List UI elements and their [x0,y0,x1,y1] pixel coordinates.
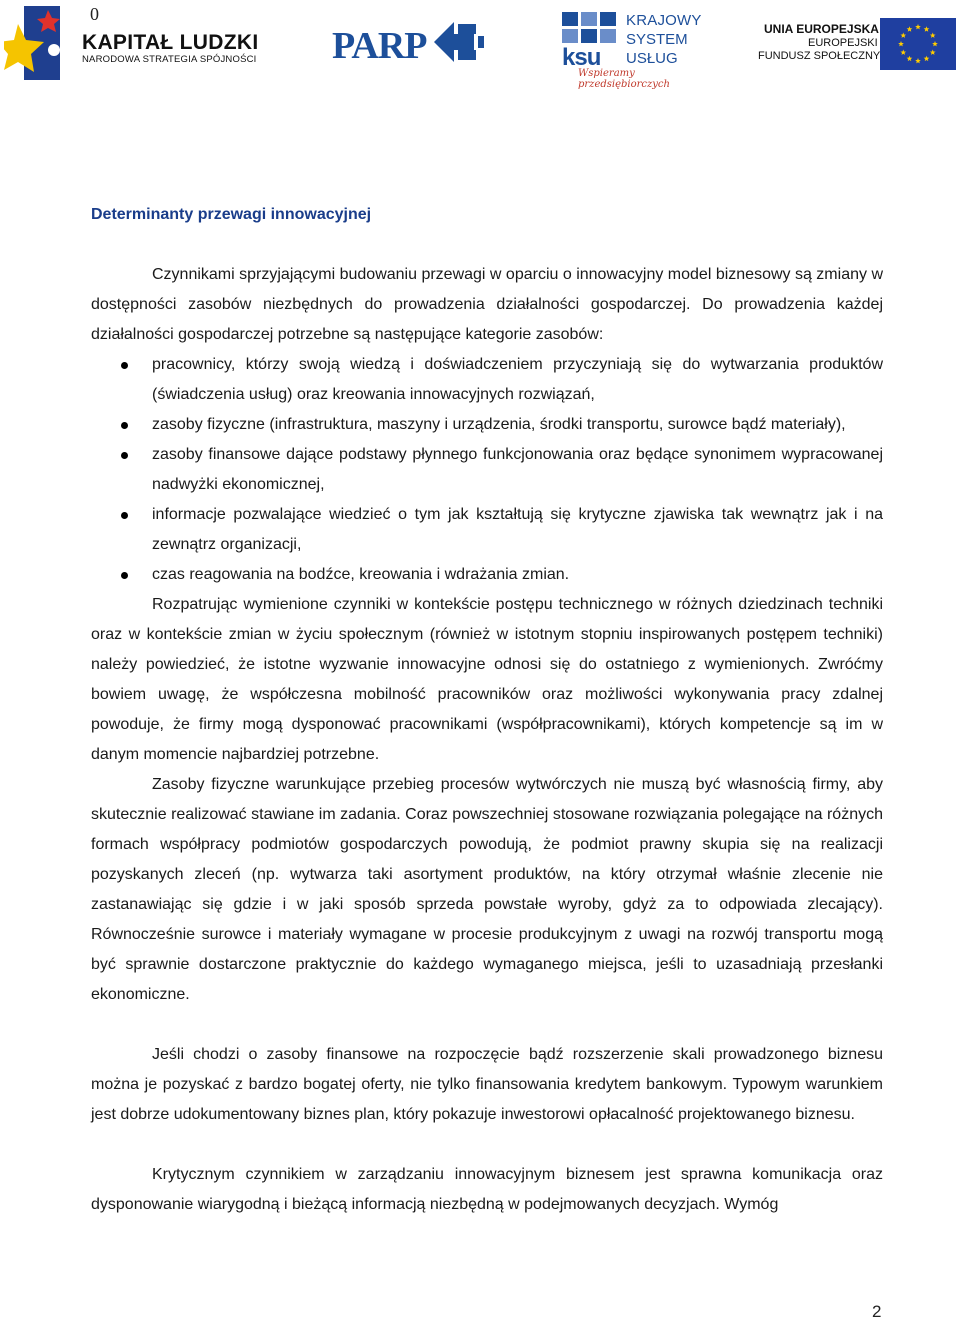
corner-number: 0 [90,4,99,24]
parp-logo [330,12,490,72]
ksu-line-2: SYSTEM [626,31,688,48]
parp-arrows-icon [424,14,486,70]
eu-star-icon [932,41,938,46]
ksu-logo [562,10,712,90]
list-item: czas reagowania na bodźce, kreowania i wdrażania zmian. [91,560,883,590]
eu-star-icon [907,56,913,61]
header-logos [0,0,960,95]
list-item: informacje pozwalające wiedzieć o tym jak kształtują się krytyczne zjawiska tak wewnątrz jak i na zewnątrz organizacji, [91,500,883,560]
resource-list [91,350,883,590]
eu-star-icon [924,26,930,31]
kapital-ludzki-title: KAPITAŁ LUDZKI [82,31,259,54]
eu-star-icon [915,24,921,29]
eu-star-icon [898,41,904,46]
kapital-ludzki-logo [4,4,284,82]
bullet-icon [121,452,128,459]
list-item: zasoby fizyczne (infrastruktura, maszyny i urządzenia, środki transportu, surowce bądź materiały), [91,410,883,440]
kapital-ludzki-subtitle: NARODOWA STRATEGIA SPÓJNOŚCI [82,54,257,65]
ksu-line-1: KRAJOWY [626,12,702,29]
eu-flag-icon [880,18,956,70]
eu-star-icon [915,58,921,63]
eu-logo [758,14,958,74]
body-paragraph: Rozpatrując wymienione czynniki w kontekście postępu technicznego w różnych dziedzinach techniki oraz w kontekście zmian w życiu społecznym (również w istotnym stopniu inspirowanych postępem techniki) należy powiedzieć, że istotne wyzwanie innowacyjne odnosi się do ostatniego z wymienionych. Zwróćmy bowiem uwagę, że współczesna mobilność pracowników oraz możliwości wykonywania pracy zdalnej powoduje, że firmy mogą dysponować pracownikami (współpracownikami), których kompetencje są im w danym momencie najbardziej potrzebne. [91,596,883,763]
eu-star-icon [900,50,906,55]
body-paragraph: Zasoby fizyczne warunkujące przebieg procesów wytwórczych nie muszą być własnością firmy, aby skutecznie realizować stawiane im zadania. Coraz powszechniej stosowane rozwiązania polegające na różnych formach współpracy podmiotów gospodarczych powodują, że podmiot prawny skupia się na realizacji pozyskanych zleceń (np. wytwarza taki asortyment produktów, na który otrzymał właśnie zlecenie nie zastanawiając się gdzie i w jaki sposób sprzeda powstałe wyroby, gdyż za to odpowiada zlecający). Równocześnie surowce i materiały wymagane w procesie produkcyjnym z uwagi na rozwój transportu mogą być sprawnie dostarczone praktycznie do każdego wymaganego miejsca, jeśli to uzasadniają przesłanki ekonomiczne. [91,776,883,1003]
list-item: pracownicy, którzy swoją wiedzą i doświadczeniem przyczyniają się do wytwarzania produktów (świadczenia usług) oraz kreowania innowacyjnych rozwiązań, [91,350,883,410]
bullet-icon [121,362,128,369]
body-paragraph: Jeśli chodzi o zasoby finansowe na rozpoczęcie bądź rozszerzenie skali prowadzonego biznesu można je pozyskać z bardzo bogatej oferty, nie tylko finansowania kredytem bankowym. Typowym warunkiem jest dobrze udokumentowany biznes plan, który pokazuje inwestorowi opłacalność projektowanego biznesu. [91,1046,883,1123]
bullet-icon [121,422,128,429]
ksu-tagline: Wspieramy przedsiębiorczych [578,68,670,90]
section-heading: Determinanty przewagi innowacyjnej [91,206,372,223]
list-item: zasoby finansowe dające podstawy płynnego funkcjonowania oraz będące synonimem wypracowanej nadwyżki ekonomicznej, [91,440,883,500]
kapital-ludzki-emblem-icon [4,4,80,82]
eu-star-icon [930,33,936,38]
eu-star-icon [900,33,906,38]
bullet-icon [121,512,128,519]
eu-line-3: FUNDUSZ SPOŁECZNY [758,50,881,62]
eu-stars-icon [880,18,956,70]
eu-star-icon [924,56,930,61]
eu-star-icon [930,50,936,55]
document-body [91,200,883,1220]
eu-star-icon [907,26,913,31]
bullet-icon [121,572,128,579]
ksu-acronym: ksu [562,44,601,71]
body-paragraph: Krytycznym czynnikiem w zarządzaniu innowacyjnym biznesem jest sprawna komunikacja oraz dysponowanie wiarygodną i bieżącą informacją niezbędną w podejmowanych decyzjach. Wymóg [91,1166,883,1213]
eu-line-2: EUROPEJSKI [808,37,878,49]
intro-paragraph: Czynnikami sprzyjającymi budowaniu przewagi w oparciu o innowacyjny model biznesowy są zmiany w dostępności zasobów niezbędnych do prowadzenia działalności gospodarczej. Do prowadzenia każdej działalności gospodarczej potrzebne są następujące kategorie zasobów: [91,266,883,343]
parp-logo-text: PARP [332,25,427,67]
ksu-grid-icon [562,12,620,46]
ksu-line-3: USŁUG [626,50,678,67]
eu-line-1: UNIA EUROPEJSKA [764,22,879,36]
page-number: 2 [872,1302,882,1321]
